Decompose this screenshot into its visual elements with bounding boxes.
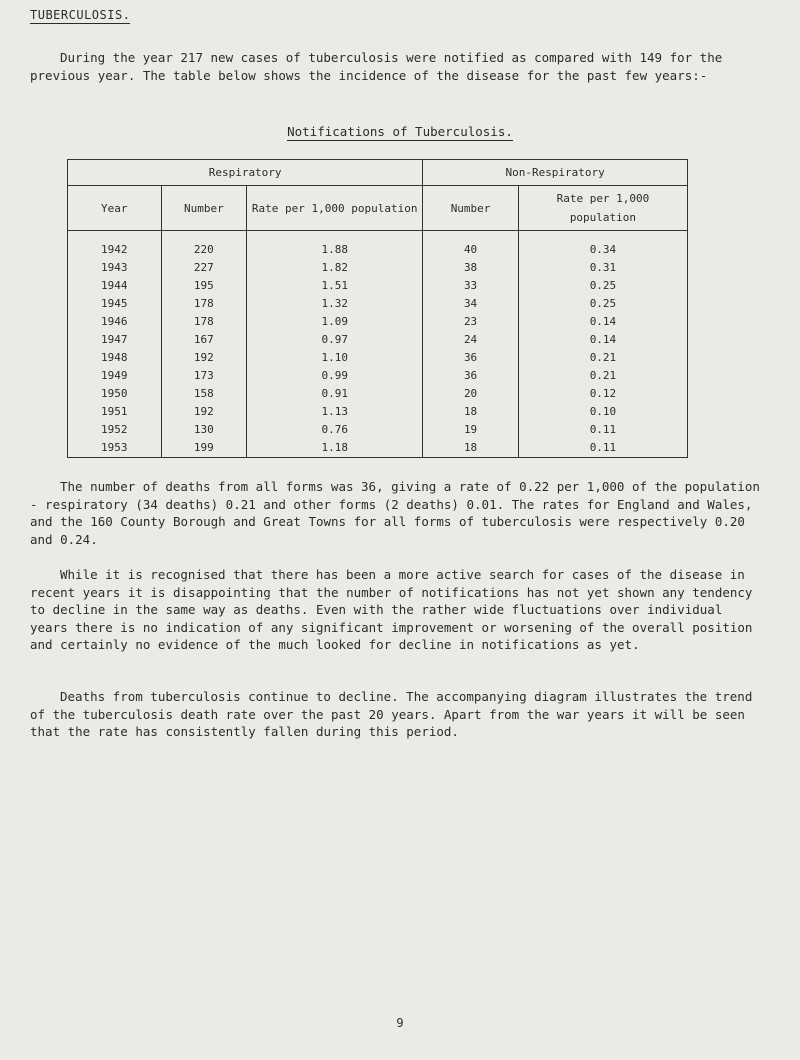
table-cell: 178 [161,313,247,331]
table-row [68,313,688,331]
table-cell: 195 [161,277,247,295]
table-cell: 0.14 [518,313,687,331]
table-cell: 0.97 [247,331,423,349]
table-cell: 18 [423,439,519,458]
table-cell: 38 [423,259,519,277]
table-row [68,277,688,295]
table-row [68,385,688,403]
table-cell: 1951 [68,403,162,421]
page-number: 9 [396,1016,404,1030]
deaths-paragraph: The number of deaths from all forms was 36, giving a rate of 0.22 per 1,000 of the population - respiratory (34 deaths) 0.21 and other forms (2 deaths) 0.01. The rates for England and Wales, and the 160 County Borough and Great Towns for all forms of tuberculosis were respectively 0.20 and 0.24. [30,479,760,547]
column-header-resp-number: Number [161,186,247,231]
table-cell: 0.76 [247,421,423,439]
table-cell: 24 [423,331,519,349]
table-row [68,403,688,421]
column-header-resp-rate: Rate per 1,000 population [247,186,423,231]
table-cell: 1.51 [247,277,423,295]
table-cell: 167 [161,331,247,349]
column-header-nonresp-number: Number [423,186,519,231]
table-row [68,349,688,367]
search-paragraph: While it is recognised that there has been a more active search for cases of the disease in recent years it is disappointing that the number of notifications has not yet shown any tendency to decline in the same way as deaths. Even with the rather wide fluctuations over individual years there is no indication of any significant improvement or worsening of the overall position and certainly no evidence of the much looked for decline in notifications as yet. [30,567,753,652]
table-cell: 0.99 [247,367,423,385]
table-cell: 1953 [68,439,162,458]
table-cell: 19 [423,421,519,439]
table-caption-text: Notifications of Tuberculosis. [287,124,513,139]
table-cell: 178 [161,295,247,313]
table-cell: 1.82 [247,259,423,277]
table-cell: 0.31 [518,259,687,277]
table-cell: 0.91 [247,385,423,403]
table-cell: 1943 [68,259,162,277]
table-cell: 220 [161,241,247,259]
table-cell: 33 [423,277,519,295]
table-row [68,259,688,277]
table-cell: 0.21 [518,367,687,385]
table-cell: 192 [161,349,247,367]
table-cell: 18 [423,403,519,421]
table-cell: 192 [161,403,247,421]
table-cell: 23 [423,313,519,331]
table-cell: 0.21 [518,349,687,367]
trend-paragraph: Deaths from tuberculosis continue to decline. The accompanying diagram illustrates the trend of the tuberculosis death rate over the past 20 years. Apart from the war years it will be seen that the rate has consistently fallen during this period. [30,689,753,739]
table-cell: 0.11 [518,439,687,458]
table-cell: 227 [161,259,247,277]
table-cell: 34 [423,295,519,313]
table-cell: 1.13 [247,403,423,421]
table-cell: 1945 [68,295,162,313]
table-cell: 36 [423,367,519,385]
column-header-year: Year [68,186,162,231]
table-cell: 36 [423,349,519,367]
table-cell: 1944 [68,277,162,295]
table-cell: 1948 [68,349,162,367]
table-cell: 0.12 [518,385,687,403]
table-cell: 20 [423,385,519,403]
table-cell: 0.10 [518,403,687,421]
table-cell: 130 [161,421,247,439]
table-cell: 1947 [68,331,162,349]
table-row [68,295,688,313]
table-row [68,421,688,439]
column-header-nonresp-rate: Rate per 1,000 population [518,186,687,231]
table-cell: 1952 [68,421,162,439]
table-cell: 1950 [68,385,162,403]
table-row [68,367,688,385]
table-row [68,439,688,458]
table-row [68,241,688,259]
table-cell: 0.11 [518,421,687,439]
table-cell: 0.25 [518,295,687,313]
group-header-respiratory: Respiratory [68,160,423,186]
table-cell: 1.32 [247,295,423,313]
table-cell: 1.09 [247,313,423,331]
table-caption [0,124,800,139]
intro-paragraph: During the year 217 new cases of tuberculosis were notified as compared with 149 for the previous year. The table below shows the incidence of the disease for the past few years:- [30,50,723,83]
table-cell: 173 [161,367,247,385]
table-cell: 1946 [68,313,162,331]
table-cell: 0.34 [518,241,687,259]
table-cell: 0.14 [518,331,687,349]
table-cell: 1942 [68,241,162,259]
table-cell: 0.25 [518,277,687,295]
table-cell: 40 [423,241,519,259]
table-cell: 1.18 [247,439,423,458]
table-cell: 158 [161,385,247,403]
table-cell: 1.10 [247,349,423,367]
section-heading: TUBERCULOSIS. [30,8,131,22]
notifications-table [67,159,688,458]
table-cell: 1949 [68,367,162,385]
group-header-non-respiratory: Non-Respiratory [423,160,688,186]
table-cell: 199 [161,439,247,458]
table-cell: 1.88 [247,241,423,259]
table-row [68,331,688,349]
